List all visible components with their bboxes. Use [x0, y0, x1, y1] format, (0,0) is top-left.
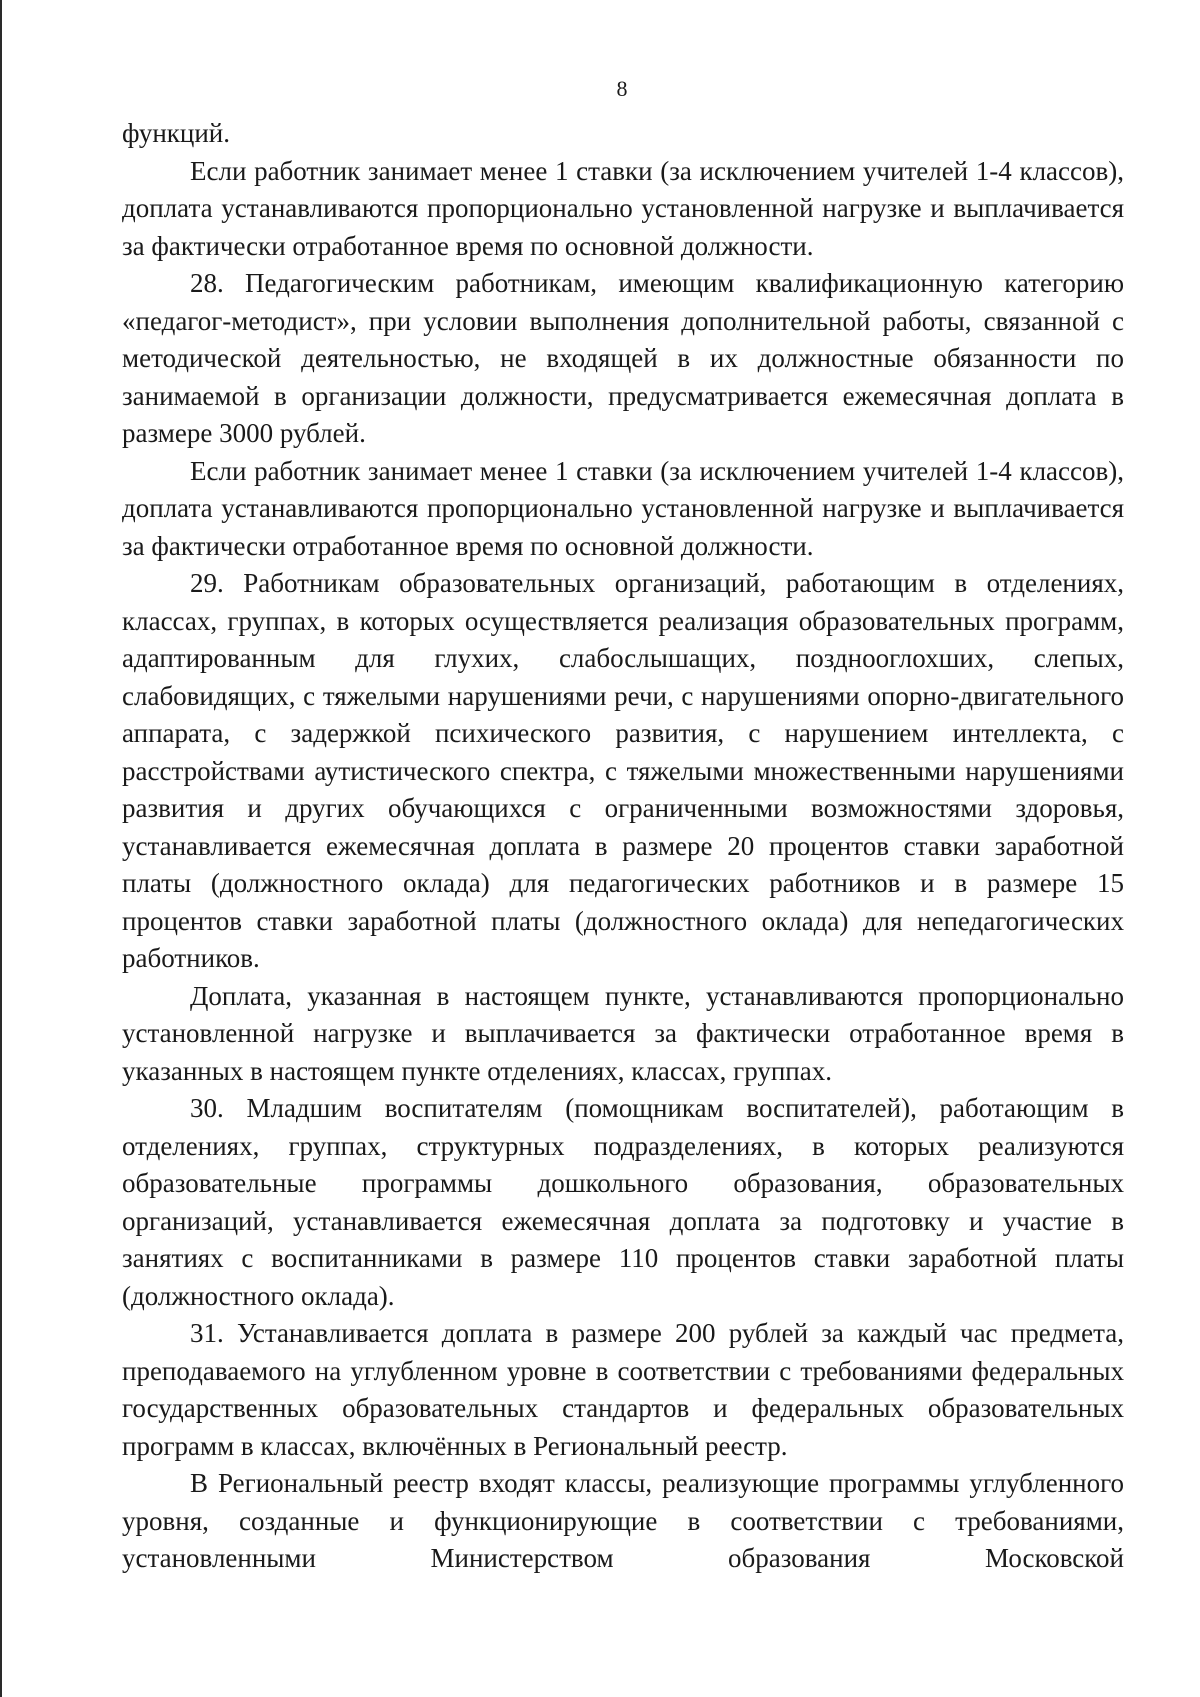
page-number: 8	[616, 76, 628, 101]
paragraph-regional-registry: В Региональный реестр входят классы, реализующие программы углубленного уровня, созданные и функционирующие в соответствии с требованиями, установленными Министерством образования Московской	[122, 1468, 1124, 1573]
paragraph-item-30: 30. Младшим воспитателям (помощникам воспитателей), работающим в отделениях, группах, структурных подразделениях, в которых реализуются образовательные программы дошкольного образования, образовательных организаций, устанавливается ежемесячная доплата за подготовку и участие в занятиях с воспитанниками в размере 110 процентов ставки заработной платы (должностного оклада).	[122, 1093, 1124, 1311]
paragraph: Если работник занимает менее 1 ставки (за исключением учителей 1-4 классов), доплата устанавливаются пропорционально установленной нагрузке и выплачивается за фактически отработанное время по основной должности.	[122, 155, 1124, 261]
document-body	[122, 115, 1124, 1578]
paragraph-item-29: 29. Работникам образовательных организаций, работающим в отделениях, классах, группах, в которых осуществляется реализация образовательных программ, адаптированным для глухих, слабослышащих, позднооглохших, слепых, слабовидящих, с тяжелыми нарушениями речи, с нарушениями опорно-двигательного аппарата, с задержкой психического развития, с нарушением интеллекта, с расстройствами аутистического спектра, с тяжелыми множественными нарушениями развития и других обучающихся с ограниченными возможностями здоровья, устанавливается ежемесячная доплата в размере 20 процентов ставки заработной платы (должностного оклада) для педагогических работников и в размере 15 процентов ставки заработной платы (должностного оклада) для непедагогических работников.	[122, 568, 1124, 973]
paragraph: Доплата, указанная в настоящем пункте, устанавливаются пропорционально установленной нагрузке и выплачивается за фактически отработанное время в указанных в настоящем пункте отделениях, классах, группах.	[122, 980, 1124, 1086]
paragraph-item-31: 31. Устанавливается доплата в размере 200 рублей за каждый час предмета, преподаваемого на углубленном уровне в соответствии с требованиями федеральных государственных образовательных стандартов и федеральных образовательных программ в классах, включённых в Региональный реестр.	[122, 1318, 1124, 1461]
paragraph-item-28: 28. Педагогическим работникам, имеющим квалификационную категорию «педагог-методист», при условии выполнения дополнительной работы, связанной с методической деятельностью, не входящей в их должностные обязанности по занимаемой в организации должности, предусматривается ежемесячная доплата в размере 3000 рублей.	[122, 268, 1124, 448]
paragraph: Если работник занимает менее 1 ставки (за исключением учителей 1-4 классов), доплата устанавливаются пропорционально установленной нагрузке и выплачивается за фактически отработанное время по основной должности.	[122, 455, 1124, 561]
paragraph-continuation: функций.	[122, 118, 230, 148]
